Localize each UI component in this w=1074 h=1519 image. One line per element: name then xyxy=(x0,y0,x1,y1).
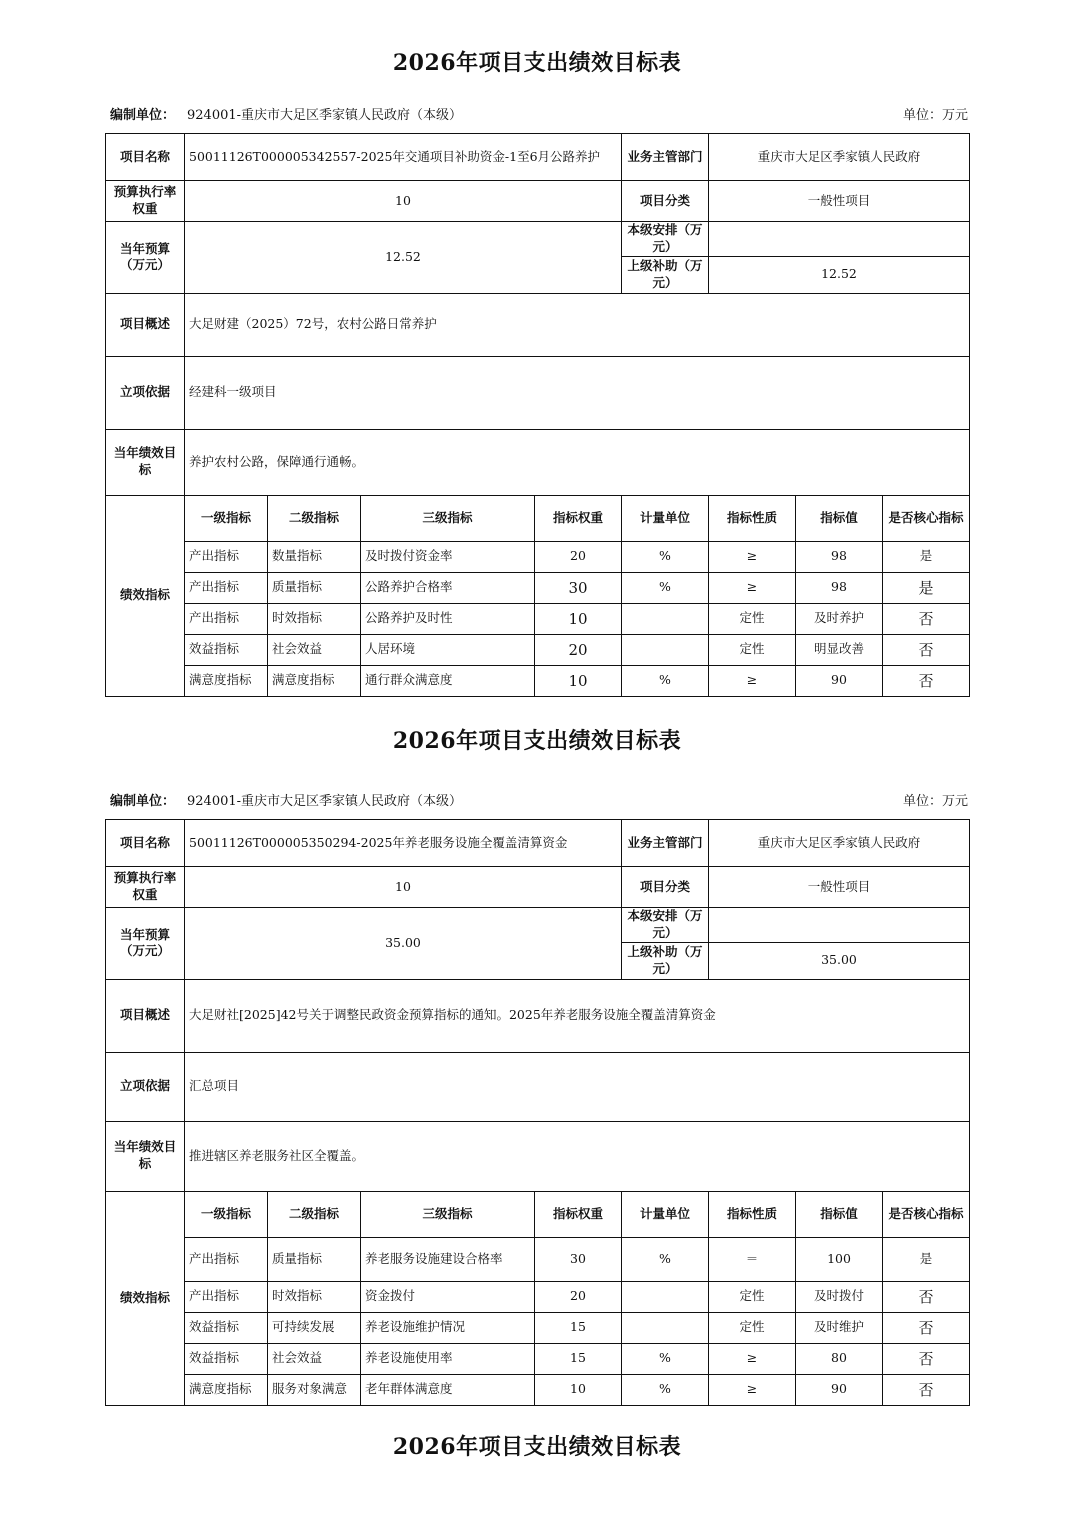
col-value: 指标值 xyxy=(796,1191,883,1237)
basis-value: 汇总项目 xyxy=(185,1052,970,1121)
col-level2: 二级指标 xyxy=(268,495,361,541)
project-name-header: 项目名称 xyxy=(106,134,185,181)
col-level2: 二级指标 xyxy=(268,1191,361,1237)
row-value: 100 xyxy=(796,1237,883,1281)
row-core: 是 xyxy=(883,572,970,603)
overview-value: 大足财建（2025）72号，农村公路日常养护 xyxy=(185,293,970,356)
compile-unit-value: 924001-重庆市大足区季家镇人民政府（本级） xyxy=(187,108,463,123)
row-weight: 15 xyxy=(535,1343,622,1374)
table-3-title: 2026年项目支出绩效目标表 xyxy=(392,1434,682,1460)
row-level2: 时效指标 xyxy=(268,1281,361,1312)
row-basis xyxy=(106,1052,970,1121)
table-row xyxy=(106,1281,970,1312)
row-level2: 服务对象满意 xyxy=(268,1374,361,1405)
row-level1: 效益指标 xyxy=(185,1312,268,1343)
table-row xyxy=(106,541,970,572)
table-row xyxy=(106,634,970,665)
dept-header: 业务主管部门 xyxy=(622,134,709,181)
table-row xyxy=(106,1343,970,1374)
col-value: 指标值 xyxy=(796,495,883,541)
row-unit xyxy=(622,1281,709,1312)
row-level3: 公路养护及时性 xyxy=(361,603,535,634)
overview-header: 项目概述 xyxy=(106,293,185,356)
local-value xyxy=(709,222,970,257)
indicators-header: 绩效指标 xyxy=(106,495,185,696)
row-level3: 人居环境 xyxy=(361,634,535,665)
local-header: 本级安排（万元） xyxy=(622,222,709,257)
row-core: 否 xyxy=(883,1281,970,1312)
overview-header: 项目概述 xyxy=(106,979,185,1052)
dept-value: 重庆市大足区季家镇人民政府 xyxy=(709,820,970,867)
row-weight: 30 xyxy=(535,572,622,603)
row-level2: 质量指标 xyxy=(268,1237,361,1281)
row-level2: 可持续发展 xyxy=(268,1312,361,1343)
row-level3: 资金拨付 xyxy=(361,1281,535,1312)
row-nature: ≥ xyxy=(709,541,796,572)
row-budget-local xyxy=(106,222,970,257)
row-nature: 定性 xyxy=(709,603,796,634)
row-level2: 时效指标 xyxy=(268,603,361,634)
budget-header: 当年预算（万元） xyxy=(106,908,185,980)
row-value: 90 xyxy=(796,665,883,696)
table-row xyxy=(106,1237,970,1281)
row-unit: % xyxy=(622,541,709,572)
col-level3: 三级指标 xyxy=(361,1191,535,1237)
row-value: 明显改善 xyxy=(796,634,883,665)
row-nature: ＝ xyxy=(709,1237,796,1281)
local-value xyxy=(709,908,970,943)
row-nature: ≥ xyxy=(709,572,796,603)
row-unit: % xyxy=(622,1237,709,1281)
project-name-value: 50011126T000005350294-2025年养老服务设施全覆盖清算资金 xyxy=(185,820,622,867)
row-unit: % xyxy=(622,665,709,696)
upper-header: 上级补助（万元） xyxy=(622,942,709,979)
row-unit xyxy=(622,1312,709,1343)
compile-unit-label: 编制单位： xyxy=(110,794,176,809)
row-weight: 20 xyxy=(535,634,622,665)
col-weight: 指标权重 xyxy=(535,1191,622,1237)
budget-value: 35.00 xyxy=(185,908,622,980)
table-row xyxy=(106,1374,970,1405)
row-basis xyxy=(106,356,970,429)
row-level1: 产出指标 xyxy=(185,1237,268,1281)
row-level2: 数量指标 xyxy=(268,541,361,572)
col-level3: 三级指标 xyxy=(361,495,535,541)
row-level2: 质量指标 xyxy=(268,572,361,603)
row-core: 否 xyxy=(883,1312,970,1343)
row-level3: 老年群体满意度 xyxy=(361,1374,535,1405)
col-nature: 指标性质 xyxy=(709,495,796,541)
goal-value: 养护农村公路，保障通行通畅。 xyxy=(185,429,970,495)
table-row xyxy=(106,665,970,696)
row-overview xyxy=(106,293,970,356)
row-project-name xyxy=(106,820,970,867)
category-value: 一般性项目 xyxy=(709,181,970,222)
row-value: 98 xyxy=(796,572,883,603)
basis-header: 立项依据 xyxy=(106,1052,185,1121)
row-weight: 10 xyxy=(535,665,622,696)
row-weight xyxy=(106,867,970,908)
row-weight: 20 xyxy=(535,541,622,572)
row-level3: 养老设施维护情况 xyxy=(361,1312,535,1343)
row-unit: % xyxy=(622,1374,709,1405)
row-value: 90 xyxy=(796,1374,883,1405)
table-row xyxy=(106,1312,970,1343)
col-unit: 计量单位 xyxy=(622,1191,709,1237)
project-name-header: 项目名称 xyxy=(106,820,185,867)
row-weight xyxy=(106,181,970,222)
row-project-name xyxy=(106,134,970,181)
col-core: 是否核心指标 xyxy=(883,1191,970,1237)
row-core: 是 xyxy=(883,1237,970,1281)
weight-header: 预算执行率权重 xyxy=(106,867,185,908)
row-core: 否 xyxy=(883,1374,970,1405)
row-value: 及时维护 xyxy=(796,1312,883,1343)
row-weight: 10 xyxy=(535,1374,622,1405)
upper-header: 上级补助（万元） xyxy=(622,256,709,293)
goal-header: 当年绩效目标 xyxy=(106,1121,185,1191)
col-nature: 指标性质 xyxy=(709,1191,796,1237)
weight-header: 预算执行率权重 xyxy=(106,181,185,222)
row-level1: 产出指标 xyxy=(185,572,268,603)
dept-value: 重庆市大足区季家镇人民政府 xyxy=(709,134,970,181)
row-nature: 定性 xyxy=(709,1312,796,1343)
indicator-header-row xyxy=(106,495,970,541)
row-core: 否 xyxy=(883,603,970,634)
row-level2: 社会效益 xyxy=(268,634,361,665)
row-goal xyxy=(106,429,970,495)
table-2-title: 2026年项目支出绩效目标表 xyxy=(392,728,682,754)
weight-value: 10 xyxy=(185,867,622,908)
goal-header: 当年绩效目标 xyxy=(106,429,185,495)
col-level1: 一级指标 xyxy=(185,495,268,541)
row-level2: 社会效益 xyxy=(268,1343,361,1374)
row-unit: % xyxy=(622,1343,709,1374)
row-core: 是 xyxy=(883,541,970,572)
col-core: 是否核心指标 xyxy=(883,495,970,541)
row-level3: 养老服务设施建设合格率 xyxy=(361,1237,535,1281)
compile-unit-value: 924001-重庆市大足区季家镇人民政府（本级） xyxy=(187,794,463,809)
row-level3: 养老设施使用率 xyxy=(361,1343,535,1374)
performance-table-2 xyxy=(105,819,970,1406)
row-weight: 15 xyxy=(535,1312,622,1343)
project-name-value: 50011126T000005342557-2025年交通项目补助资金-1至6月公路养护 xyxy=(185,134,622,181)
budget-value: 12.52 xyxy=(185,222,622,294)
currency-unit: 单位：万元 xyxy=(902,794,968,809)
upper-value: 35.00 xyxy=(709,942,970,979)
row-level1: 满意度指标 xyxy=(185,1374,268,1405)
row-nature: ≥ xyxy=(709,665,796,696)
row-unit xyxy=(622,634,709,665)
table-row xyxy=(106,603,970,634)
compile-unit-label: 编制单位： xyxy=(110,108,176,123)
row-core: 否 xyxy=(883,665,970,696)
performance-table-1 xyxy=(105,133,970,697)
row-level1: 效益指标 xyxy=(185,1343,268,1374)
row-nature: 定性 xyxy=(709,634,796,665)
basis-value: 经建科一级项目 xyxy=(185,356,970,429)
row-value: 及时拨付 xyxy=(796,1281,883,1312)
row-value: 80 xyxy=(796,1343,883,1374)
row-weight: 30 xyxy=(535,1237,622,1281)
row-level2: 满意度指标 xyxy=(268,665,361,696)
category-value: 一般性项目 xyxy=(709,867,970,908)
row-level1: 效益指标 xyxy=(185,634,268,665)
row-unit xyxy=(622,603,709,634)
row-level3: 通行群众满意度 xyxy=(361,665,535,696)
row-budget-local xyxy=(106,908,970,943)
dept-header: 业务主管部门 xyxy=(622,820,709,867)
weight-value: 10 xyxy=(185,181,622,222)
row-level1: 产出指标 xyxy=(185,603,268,634)
row-weight: 20 xyxy=(535,1281,622,1312)
row-goal xyxy=(106,1121,970,1191)
indicators-header: 绩效指标 xyxy=(106,1191,185,1405)
indicator-header-row xyxy=(106,1191,970,1237)
currency-unit: 单位：万元 xyxy=(902,108,968,123)
category-header: 项目分类 xyxy=(622,181,709,222)
row-level1: 产出指标 xyxy=(185,541,268,572)
row-level3: 公路养护合格率 xyxy=(361,572,535,603)
row-nature: ≥ xyxy=(709,1343,796,1374)
row-overview xyxy=(106,979,970,1052)
table-1-meta xyxy=(110,104,968,123)
row-nature: ≥ xyxy=(709,1374,796,1405)
overview-value: 大足财社[2025]42号关于调整民政资金预算指标的通知。2025年养老服务设施全覆盖清算资金 xyxy=(185,979,970,1052)
row-core: 否 xyxy=(883,634,970,665)
row-weight: 10 xyxy=(535,603,622,634)
row-unit: % xyxy=(622,572,709,603)
col-level1: 一级指标 xyxy=(185,1191,268,1237)
category-header: 项目分类 xyxy=(622,867,709,908)
col-unit: 计量单位 xyxy=(622,495,709,541)
row-level1: 产出指标 xyxy=(185,1281,268,1312)
basis-header: 立项依据 xyxy=(106,356,185,429)
table-row xyxy=(106,572,970,603)
row-core: 否 xyxy=(883,1343,970,1374)
row-level3: 及时拨付资金率 xyxy=(361,541,535,572)
budget-header: 当年预算（万元） xyxy=(106,222,185,294)
goal-value: 推进辖区养老服务社区全覆盖。 xyxy=(185,1121,970,1191)
table-2-meta xyxy=(110,790,968,809)
col-weight: 指标权重 xyxy=(535,495,622,541)
row-value: 98 xyxy=(796,541,883,572)
row-level1: 满意度指标 xyxy=(185,665,268,696)
row-nature: 定性 xyxy=(709,1281,796,1312)
table-1-title: 2026年项目支出绩效目标表 xyxy=(392,50,682,76)
local-header: 本级安排（万元） xyxy=(622,908,709,943)
upper-value: 12.52 xyxy=(709,256,970,293)
row-value: 及时养护 xyxy=(796,603,883,634)
